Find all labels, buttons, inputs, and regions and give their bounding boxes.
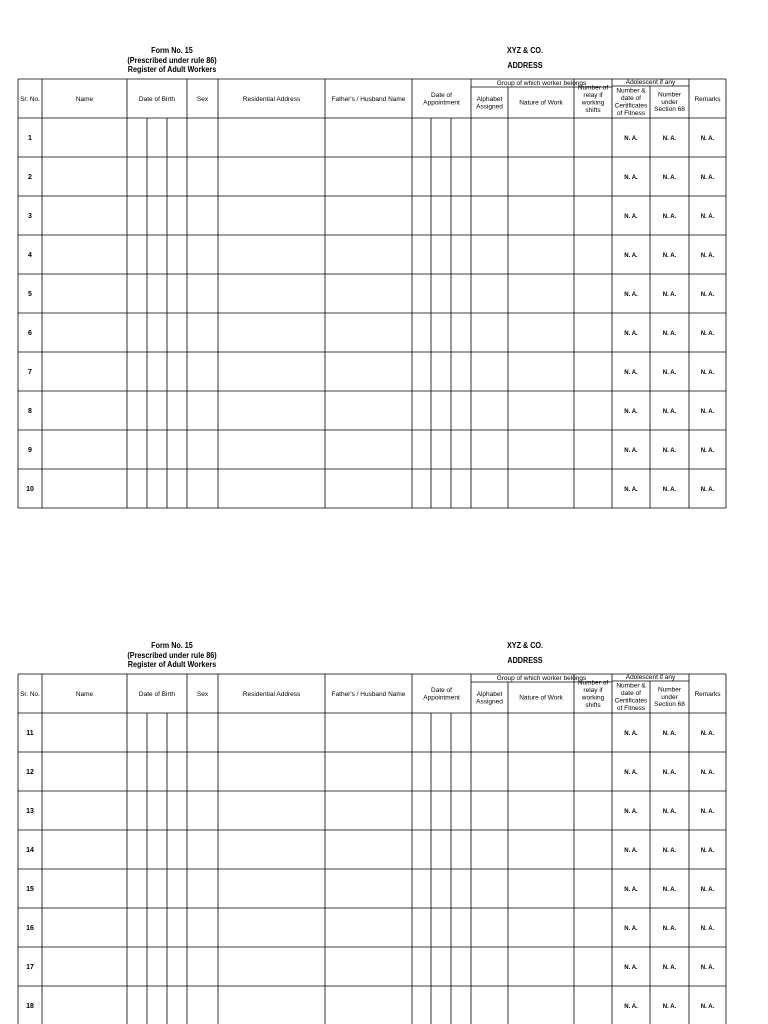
row-na-certificates: N. A.	[624, 809, 638, 815]
row-na-remarks: N. A.	[700, 409, 715, 415]
header-adolescent: Adolescent if any	[625, 674, 676, 681]
row-na-remarks: N. A.	[700, 770, 715, 776]
row-na-certificates: N. A.	[624, 487, 638, 493]
row-serial-number: 9	[28, 447, 32, 454]
row-serial-number: 15	[26, 886, 34, 893]
row-na-remarks: N. A.	[700, 887, 715, 893]
row-serial-number: 13	[26, 808, 34, 815]
form-number: Form No. 15	[151, 46, 193, 55]
header-adolescent: Adolescent if any	[625, 79, 676, 86]
row-na-remarks: N. A.	[700, 487, 715, 493]
row-na-remarks: N. A.	[700, 448, 715, 454]
row-na-remarks: N. A.	[700, 214, 715, 220]
row-na-remarks: N. A.	[700, 809, 715, 815]
row-serial-number: 8	[28, 408, 32, 415]
row-na-section: N. A.	[662, 331, 677, 337]
row-na-certificates: N. A.	[624, 136, 638, 142]
row-serial-number: 2	[28, 174, 32, 181]
row-na-remarks: N. A.	[700, 253, 715, 259]
row-na-certificates: N. A.	[624, 926, 638, 932]
row-serial-number: 3	[28, 213, 32, 220]
header-remarks: Remarks	[694, 690, 721, 698]
header-certificates-of-fitness: Number & date of Certificates of Fitness	[614, 87, 648, 117]
header-residential-address: Residential Address	[242, 690, 301, 698]
company-address: ADDRESS	[507, 61, 543, 70]
row-na-certificates: N. A.	[624, 175, 638, 181]
row-serial-number: 11	[26, 730, 34, 737]
row-serial-number: 16	[26, 925, 34, 932]
row-na-certificates: N. A.	[624, 848, 638, 854]
row-serial-number: 5	[28, 291, 32, 298]
header-date-of-appointment: Date of Appointment	[423, 92, 460, 107]
header-certificates-of-fitness: Number & date of Certificates of Fitness	[614, 682, 648, 712]
header-name: Name	[75, 690, 94, 698]
row-serial-number: 17	[26, 964, 34, 971]
row-na-section: N. A.	[662, 214, 677, 220]
row-serial-number: 14	[26, 847, 34, 854]
header-residential-address: Residential Address	[242, 95, 301, 103]
header-date-of-appointment: Date of Appointment	[423, 687, 460, 702]
header-sex: Sex	[196, 690, 209, 698]
row-na-certificates: N. A.	[624, 448, 638, 454]
header-sr-no: Sr. No.	[20, 95, 40, 103]
row-na-section: N. A.	[662, 887, 677, 893]
row-na-section: N. A.	[662, 770, 677, 776]
row-na-section: N. A.	[662, 809, 677, 815]
row-na-certificates: N. A.	[624, 370, 638, 376]
company-address: ADDRESS	[507, 656, 543, 665]
row-na-remarks: N. A.	[700, 136, 715, 142]
row-na-section: N. A.	[662, 370, 677, 376]
row-na-certificates: N. A.	[624, 409, 638, 415]
row-na-certificates: N. A.	[624, 292, 638, 298]
header-father-husband-name: Father's / Husband Name	[331, 690, 406, 698]
header-name: Name	[75, 95, 94, 103]
register-table	[0, 595, 768, 1024]
header-nature-of-work: Nature of Work	[519, 694, 563, 702]
row-na-section: N. A.	[662, 965, 677, 971]
form-register-title: Register of Adult Workers	[127, 65, 217, 75]
company-name: XYZ & CO.	[506, 641, 543, 650]
row-na-certificates: N. A.	[624, 731, 638, 737]
row-serial-number: 10	[26, 486, 34, 493]
row-serial-number: 18	[26, 1003, 34, 1010]
row-na-remarks: N. A.	[700, 926, 715, 932]
header-group-of-worker: Group of which worker belongs	[496, 675, 587, 682]
register-form-page-2	[0, 595, 768, 1024]
row-na-section: N. A.	[662, 136, 677, 142]
row-na-certificates: N. A.	[624, 770, 638, 776]
header-alphabet-assigned: Alphabet Assigned	[476, 691, 503, 706]
row-serial-number: 6	[28, 330, 32, 337]
row-na-remarks: N. A.	[700, 331, 715, 337]
row-na-remarks: N. A.	[700, 370, 715, 376]
row-na-remarks: N. A.	[700, 175, 715, 181]
row-na-section: N. A.	[662, 175, 677, 181]
row-serial-number: 4	[28, 252, 32, 259]
row-na-certificates: N. A.	[624, 331, 638, 337]
row-na-remarks: N. A.	[700, 848, 715, 854]
row-serial-number: 7	[28, 369, 32, 376]
form-prescribed-rule: (Prescribed under rule 86)	[127, 55, 217, 65]
header-number-under-section: Number under Section 68	[654, 91, 685, 114]
row-na-section: N. A.	[662, 848, 677, 854]
row-serial-number: 1	[28, 135, 32, 142]
row-na-section: N. A.	[662, 253, 677, 259]
header-number-of-relay: Number of relay if working shifts	[577, 679, 609, 709]
row-na-certificates: N. A.	[624, 965, 638, 971]
header-date-of-birth: Date of Birth	[138, 690, 176, 698]
header-number-under-section: Number under Section 68	[654, 686, 685, 709]
header-group-of-worker: Group of which worker belongs	[496, 80, 587, 87]
row-na-certificates: N. A.	[624, 214, 638, 220]
form-number: Form No. 15	[151, 641, 193, 650]
header-alphabet-assigned: Alphabet Assigned	[476, 96, 503, 111]
row-na-certificates: N. A.	[624, 253, 638, 259]
header-sr-no: Sr. No.	[20, 690, 40, 698]
row-na-section: N. A.	[662, 292, 677, 298]
header-number-of-relay: Number of relay if working shifts	[577, 84, 609, 114]
row-na-certificates: N. A.	[624, 887, 638, 893]
row-na-remarks: N. A.	[700, 292, 715, 298]
row-na-section: N. A.	[662, 448, 677, 454]
header-date-of-birth: Date of Birth	[138, 95, 176, 103]
row-na-section: N. A.	[662, 487, 677, 493]
header-nature-of-work: Nature of Work	[519, 99, 563, 107]
company-name: XYZ & CO.	[506, 46, 543, 55]
form-register-title: Register of Adult Workers	[127, 660, 217, 670]
row-na-remarks: N. A.	[700, 965, 715, 971]
row-serial-number: 12	[26, 769, 34, 776]
header-father-husband-name: Father's / Husband Name	[331, 95, 406, 103]
row-na-remarks: N. A.	[700, 731, 715, 737]
form-prescribed-rule: (Prescribed under rule 86)	[127, 650, 217, 660]
header-sex: Sex	[196, 95, 209, 103]
header-remarks: Remarks	[694, 95, 721, 103]
row-na-section: N. A.	[662, 926, 677, 932]
row-na-certificates: N. A.	[624, 1004, 638, 1010]
row-na-section: N. A.	[662, 409, 677, 415]
row-na-remarks: N. A.	[700, 1004, 715, 1010]
row-na-section: N. A.	[662, 1004, 677, 1010]
row-na-section: N. A.	[662, 731, 677, 737]
